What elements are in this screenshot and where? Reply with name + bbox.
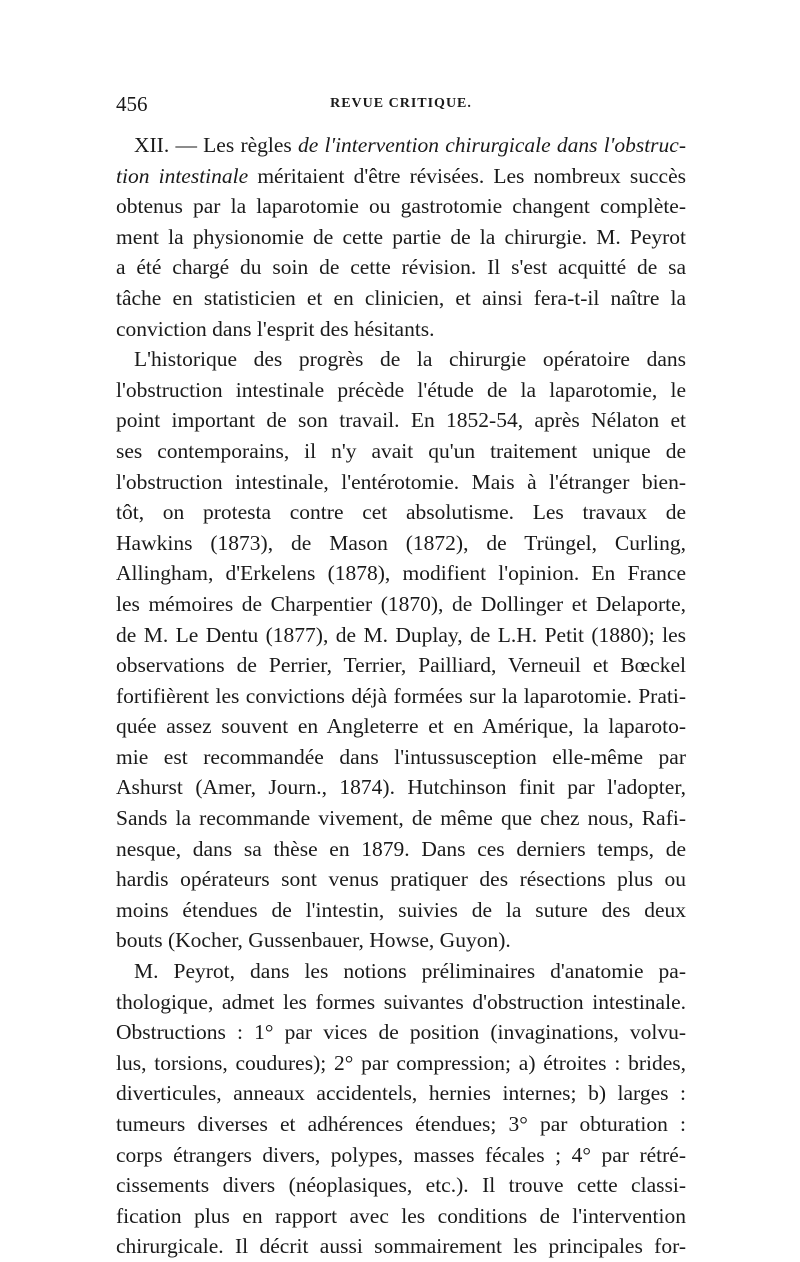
paragraph-2-line-1: L'historique des progrès de la chirurgie opératoire dans bbox=[134, 347, 686, 372]
paragraph-1-line-6: tâche en statisticien et en clinicien, et ainsi fera-t-il naître la bbox=[116, 285, 686, 310]
paragraph-3-line-7: corps étrangers divers, polypes, masses fécales ; 4° par rétré- bbox=[116, 1142, 686, 1167]
paragraph-2-line-6: tôt, on protesta contre cet absolutisme. Les travaux de bbox=[116, 500, 686, 525]
paragraph-1-line-7: conviction dans l'esprit des hésitants. bbox=[116, 316, 435, 341]
paragraph-2-line-7: Hawkins (1873), de Mason (1872), de Trüngel, Curling, bbox=[116, 530, 686, 555]
paragraph-3-line-4: lus, torsions, coudures); 2° par compression; a) étroites : brides, bbox=[116, 1050, 686, 1075]
paragraph-2-line-19: moins étendues de l'intestin, suivies de la suture des deux bbox=[116, 897, 686, 922]
paragraph-2-line-14: mie est recommandée dans l'intussusception elle-même par bbox=[116, 744, 686, 769]
paragraph-3-line-3: Obstructions : 1° par vices de position (invaginations, volvu- bbox=[116, 1020, 686, 1045]
paragraph-1-line-2-rest: méritaient d'être révisées. Les nombreux succès bbox=[248, 163, 686, 188]
paragraph-1-line-4: ment la physionomie de cette partie de la chirurgie. M. Peyrot bbox=[116, 224, 686, 249]
paragraph-3-line-6: tumeurs diverses et adhérences étendues; 3° par obturation : bbox=[116, 1112, 686, 1136]
section-number-prefix: XII. — Les règles bbox=[134, 133, 298, 157]
paragraph-2-line-12: fortifièrent les convictions déjà formées sur la laparotomie. Prati- bbox=[116, 683, 686, 708]
paragraph-2-line-10: de M. Le Dentu (1877), de M. Duplay, de L.H. Petit (1880); les bbox=[116, 622, 686, 647]
paragraph-3-line-2: thologique, admet les formes suivantes d'obstruction intestinale. bbox=[116, 989, 686, 1014]
paragraph-3-line-1: M. Peyrot, dans les notions préliminaires d'anatomie pa- bbox=[134, 959, 686, 984]
body-text bbox=[116, 130, 686, 1262]
paragraph-1-line-1 bbox=[116, 130, 686, 161]
paragraph-3-line-10: chirurgicale. Il décrit aussi sommairement les principales for- bbox=[116, 1234, 686, 1259]
work-title-italic-part-2: tion intestinale bbox=[116, 163, 249, 188]
paragraph-3-line-5: diverticules, anneaux accidentels, hernies internes; b) larges : bbox=[116, 1081, 686, 1106]
paragraph-2-line-20: bouts (Kocher, Gussenbauer, Howse, Guyon). bbox=[116, 928, 511, 953]
paragraph-1-line-2 bbox=[116, 161, 686, 192]
paragraph-2-line-9: les mémoires de Charpentier (1870), de Dollinger et Delaporte, bbox=[116, 591, 686, 616]
paragraph-1-line-5: a été chargé du soin de cette révision. Il s'est acquitté de sa bbox=[116, 255, 686, 280]
paragraph-2-line-5: l'obstruction intestinale, l'entérotomie. Mais à l'étranger bien- bbox=[116, 469, 686, 494]
paragraph-2-line-2: l'obstruction intestinale précède l'étude de la laparotomie, le bbox=[116, 377, 686, 402]
paragraph-2-line-4: ses contemporains, il n'y avait qu'un traitement unique de bbox=[116, 438, 686, 463]
page-number: 456 bbox=[116, 92, 148, 116]
paragraph-3-line-8: cissements divers (néoplasiques, etc.). Il trouve cette classi- bbox=[116, 1173, 686, 1198]
paragraph-2-line-17: nesque, dans sa thèse en 1879. Dans ces derniers temps, de bbox=[116, 836, 686, 861]
paragraph-2-line-11: observations de Perrier, Terrier, Pailliard, Verneuil et Bœckel bbox=[116, 653, 686, 678]
paragraph-3-line-9: fication plus en rapport avec les conditions de l'intervention bbox=[116, 1203, 686, 1228]
paragraph-2-line-3: point important de son travail. En 1852-54, après Nélaton et bbox=[116, 408, 686, 433]
running-head: REVUE CRITIQUE. bbox=[330, 96, 472, 111]
work-title-italic-part-1: de l'intervention chirurgicale dans l'obstruc- bbox=[298, 133, 686, 157]
page-header bbox=[116, 92, 686, 122]
paragraph-1-line-3: obtenus par la laparotomie ou gastrotomie changent complète- bbox=[116, 194, 686, 219]
paragraph-2-line-15: Ashurst (Amer, Journ., 1874). Hutchinson finit par l'adopter, bbox=[116, 775, 686, 800]
paragraph-2-line-18: hardis opérateurs sont venus pratiquer des résections plus ou bbox=[116, 867, 686, 892]
paragraph-2-line-8: Allingham, d'Erkelens (1878), modifient l'opinion. En France bbox=[116, 561, 686, 586]
paragraph-2-line-13: quée assez souvent en Angleterre et en Amérique, la laparoto- bbox=[116, 714, 686, 739]
paragraph-2-line-16: Sands la recommande vivement, de même que chez nous, Rafi- bbox=[116, 806, 686, 831]
